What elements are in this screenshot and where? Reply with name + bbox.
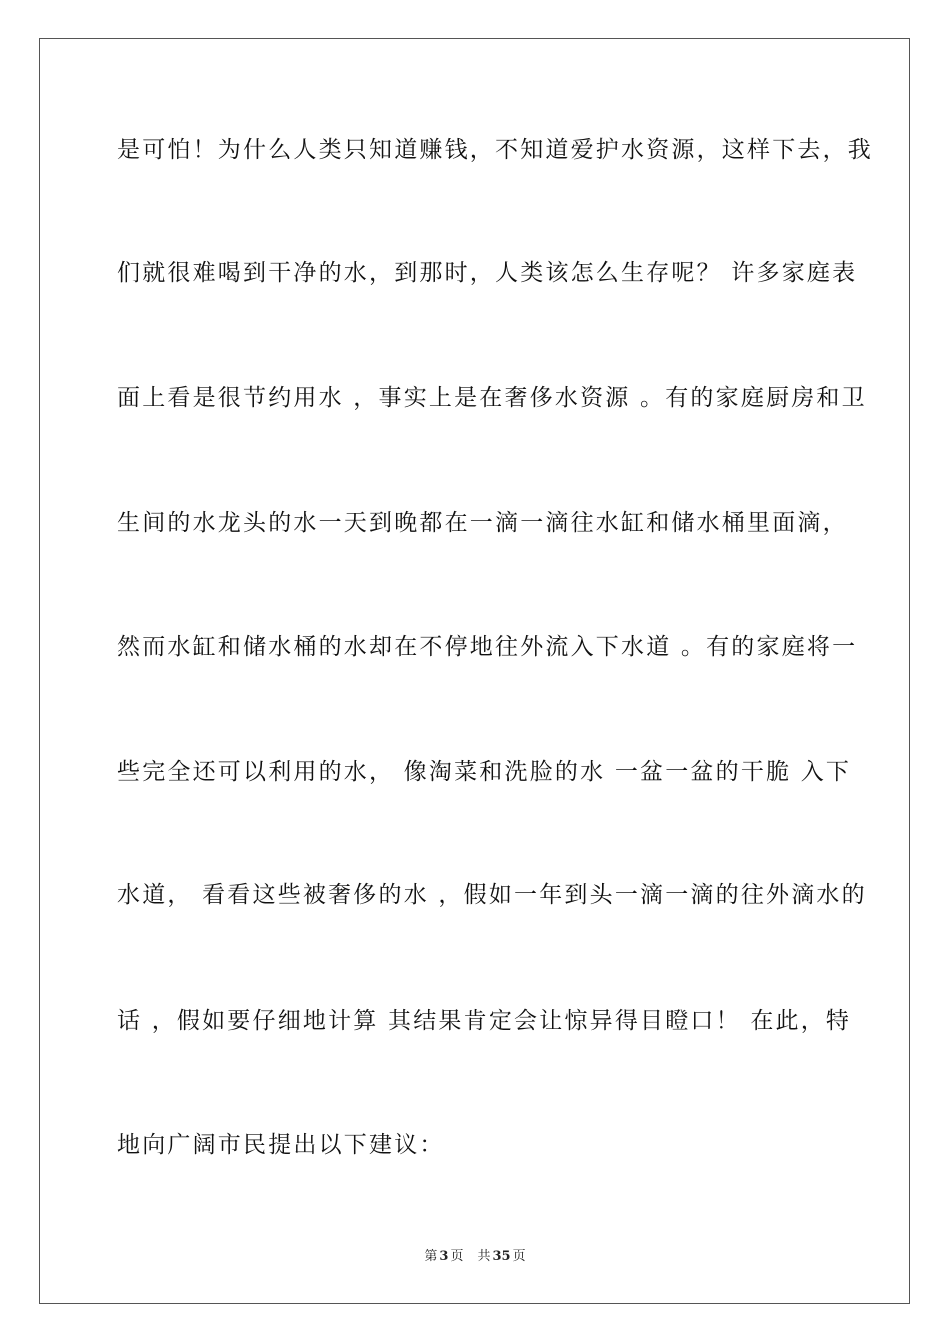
page-footer: [0, 1248, 950, 1266]
total-suffix: 页: [512, 1249, 526, 1264]
body-text-line-3: 面上看是很节约用水 ，事实上是在奢侈水资源 。有的家庭厨房和卫: [117, 385, 867, 411]
body-text-line-4: 生间的水龙头的水一天到晚都在一滴一滴往水缸和储水桶里面滴，: [117, 510, 848, 536]
page-frame: [39, 38, 910, 1304]
body-text-line-5: 然而水缸和储水桶的水却在不停地往外流入下水道 。有的家庭将一: [117, 634, 858, 660]
body-text-line-1: 是可怕！为什么人类只知道赚钱，不知道爱护水资源，这样下去，我: [117, 137, 873, 163]
page-suffix: 页: [450, 1249, 464, 1264]
total-prefix: 共: [477, 1249, 491, 1264]
page-number: 3: [439, 1249, 449, 1264]
body-text-line-2: 们就很难喝到干净的水，到那时，人类该怎么生存呢？ 许多家庭表: [117, 260, 858, 286]
body-text-line-8: 话 ，假如要仔细地计算 其结果肯定会让惊异得目瞪口！ 在此，特: [117, 1008, 852, 1034]
body-text-line-7: 水道， 看看这些被奢侈的水 ，假如一年到头一滴一滴的往外滴水的: [117, 882, 867, 908]
body-text-line-6: 些完全还可以利用的水， 像淘菜和洗脸的水 一盆一盆的干脆 入下: [117, 759, 852, 785]
page-prefix: 第: [424, 1249, 438, 1264]
total-pages: 35: [492, 1249, 511, 1264]
body-text-line-9: 地向广阔市民提出以下建议：: [117, 1132, 445, 1158]
